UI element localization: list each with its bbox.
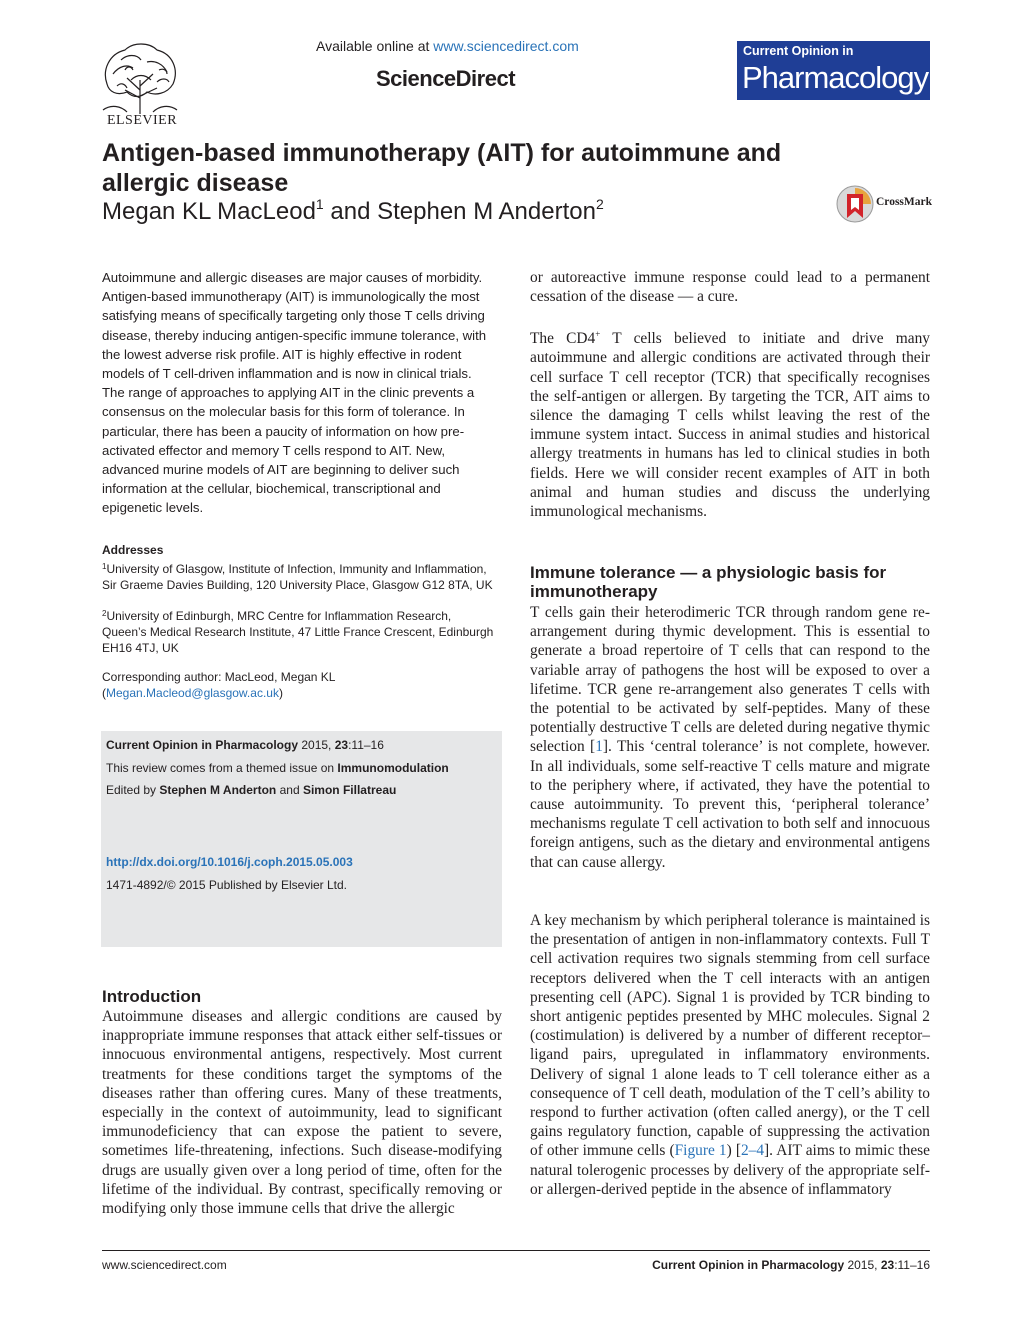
info-issn: 1471-4892/© 2015 Published by Elsevier Ltd. <box>106 878 348 892</box>
author-2-affil: 2 <box>595 196 604 212</box>
p2-start: The CD4 <box>530 330 596 348</box>
journal-logo-main: Pharmacology <box>739 60 928 98</box>
editor-2: Simon Fillatreau <box>302 783 397 797</box>
article-title: Antigen-based immunotherapy (AIT) for autoimmune and allergic disease <box>102 139 782 197</box>
reference-link[interactable]: 1 <box>595 738 603 756</box>
author-1-affil: 1 <box>315 196 324 212</box>
p4-start: A key mechanism by which peripheral tolerance is maintained is the presentation of antigen in non-inflammatory contexts. Full T cell activation requires two signals stemming from cell surface receptors delivered when the T cell interacts with an antigen presenting cell (APC). Signal 1 is provided by TCR binding to short antigenic peptides presented by MHC molecules. Signal 2 (costimulation) is delivered by a number of different receptor–ligand pairs, upregulated in inflammatory environments. Delivery of signal 1 alone leads to T cell tolerance either as a consequence of T cell death, modulation of the T cell’s ability to respond to further activation (often called anergy), or the T cell gains regulatory function, capable of suppressing the activation of other immune cells ( <box>530 912 930 1160</box>
info-citation <box>106 737 384 753</box>
info-pages: :11–16 <box>348 738 384 752</box>
doi-link[interactable]: http://dx.doi.org/10.1016/j.coph.2015.05.003 <box>106 855 353 869</box>
section-heading-immune-tolerance: Immune tolerance — a physiologic basis for immunotherapy <box>530 563 887 601</box>
available-online-line <box>316 38 579 54</box>
footer-citation <box>610 1258 930 1272</box>
address-1 <box>102 559 494 593</box>
p3-start: T cells gain their heterodimeric TCR through random gene re-arrangement during thymic development. This is essential to generate a broad repertoire of T cells that can respond to the variable array of pathogens the host will be exposed to over a lifetime. TCR gene re-arrangement also generates T cells with the potential to be activated by self-peptides. Many of these potentially destructive T cells are deleted during negative thymic selection [ <box>530 604 930 756</box>
available-online-prefix: Available online at <box>316 38 434 54</box>
author-1: Megan KL MacLeod <box>102 198 316 225</box>
sciencedirect-link[interactable]: www.sciencedirect.com <box>433 38 579 54</box>
reference-link[interactable]: 2–4 <box>740 1142 765 1160</box>
author-list <box>102 196 604 226</box>
info-editors <box>106 782 396 798</box>
footer-divider <box>102 1250 930 1251</box>
footer-volume: 23 <box>880 1258 895 1272</box>
p2-rest: T cells believed to initiate and drive many autoimmune and allergic conditions are activated through their cell surface T cell receptor (TCR) that specifically recognises the self-antigen or allergen. By targeting the TCR, AIT aims to silence the damaging T cells whilst leaving the rest of the immune system intact. Success in animal studies and historical allergy treatments in humans has led to clinical studies in both fields. Here we will consider recent examples of AIT in both animal and human studies and discuss the underlying immunological mechanisms. <box>530 330 930 520</box>
edited-prefix: Edited by <box>106 783 160 797</box>
p4-rest: ]. AIT aims to mimic these natural tolerogenic processes by delivery of the appropriate self- or allergen-derived peptide in the absence of inflammatory <box>530 1142 931 1198</box>
info-volume: 23 <box>334 738 349 752</box>
author-join: and <box>323 198 378 225</box>
right-paragraph-1: or autoreactive immune response could lead to a permanent cessation of the disease — a cure. <box>530 269 930 306</box>
crossmark-label[interactable]: CrossMark <box>876 196 933 208</box>
info-journal: Current Opinion in Pharmacology <box>106 738 299 752</box>
footer-site[interactable]: www.sciencedirect.com <box>102 1258 227 1272</box>
introduction-paragraph: Autoimmune diseases and allergic conditions are caused by inappropriate immune responses that attack either self-tissues or innocuous environmental antigens, respectively. Most current treatments for these conditions target the symptoms of the diseases rather than offering cures. Many of these treatments, especially in the context of autoimmunity, lead to significant immunodeficiency that can expose the patient to severe, sometimes life-threatening, infections. Such disease-modifying drugs are usually given over a long period of time, often for the lifetime of the individual. By contrast, specifically removing or modifying only those immune cells that drive the allergic <box>102 1008 502 1218</box>
address-1-marker: 1 <box>102 562 107 571</box>
info-themed-issue <box>106 760 449 776</box>
address-2 <box>102 606 494 656</box>
author-2: Stephen M Anderton <box>377 198 596 225</box>
info-doi <box>106 854 353 870</box>
figure-link[interactable]: Figure 1 <box>674 1142 727 1160</box>
introduction-heading: Introduction <box>102 987 202 1006</box>
p4-mid: ) [ <box>726 1142 741 1160</box>
email-close-paren: ) <box>278 686 283 700</box>
footer-year: 2015, <box>844 1258 881 1272</box>
email-open-paren: ( <box>102 686 106 700</box>
p3-rest: ]. This ‘central tolerance’ is not complete, however. In all individuals, some self-reactive T cells mature and migrate to the periphery where, if activated, they have the potential to cause autoimmunity. To prevent this, ‘peripheral tolerance’ mechanisms regulate T cell activation to both self and innocuous foreign antigens, such as the dietary and environmental antigens that can cause allergy. <box>530 738 930 871</box>
address-2-text: University of Edinburgh, MRC Centre for Inflammation Research, Queen’s Medical Research Institute, 47 Little France Crescent, Edinburgh EH16 4TJ, UK <box>102 609 494 655</box>
journal-logo-top: Current Opinion in <box>739 43 928 60</box>
corresponding-author-label: Corresponding author: MacLeod, Megan KL <box>102 670 336 684</box>
footer-journal: Current Opinion in Pharmacology <box>652 1258 845 1272</box>
corresponding-author <box>102 669 494 701</box>
editor-1: Stephen M Anderton <box>159 783 277 797</box>
p2-superscript: + <box>595 329 601 339</box>
address-1-text: University of Glasgow, Institute of Infection, Immunity and Inflammation, Sir Graeme Davies Building, 120 University Place, Glasgow G12 8TA, UK <box>102 562 493 592</box>
publisher-logo-text: ELSEVIER <box>106 113 178 128</box>
corresponding-author-email[interactable]: Megan.Macleod@glasgow.ac.uk <box>106 686 279 700</box>
right-paragraph-2 <box>530 325 930 521</box>
themed-topic: Immunomodulation <box>337 761 449 775</box>
info-year: 2015, <box>298 738 335 752</box>
abstract: Autoimmune and allergic diseases are major causes of morbidity. Antigen-based immunotherapy (AIT) is immunologically the most satisfying means of specifically targeting only those T cells driving disease, thereby inducing antigen-specific immune tolerance, with the lowest adverse risk profile. AIT is highly effective in rodent models of T cell-driven inflammation and is now in clinical trials. The range of approaches to applying AIT in the clinic prevents a consensus on the molecular basis for this form of tolerance. In particular, there has been a paucity of information on how pre-activated effector and memory T cells respond to AIT. New, advanced murine models of AIT are beginning to deliver such information at the cellular, biochemical, transcriptional and epigenetic levels. <box>102 270 487 516</box>
address-2-marker: 2 <box>102 609 107 618</box>
corresponding-author-email-line <box>102 685 494 701</box>
themed-prefix: This review comes from a themed issue on <box>106 761 338 775</box>
right-paragraph-3 <box>530 603 930 872</box>
crossmark-icon[interactable] <box>835 184 875 224</box>
sciencedirect-wordmark: ScienceDirect <box>376 66 516 91</box>
addresses-heading: Addresses <box>102 543 164 557</box>
footer-pages: :11–16 <box>894 1258 930 1272</box>
editor-and: and <box>276 783 303 797</box>
right-paragraph-4 <box>530 911 930 1199</box>
